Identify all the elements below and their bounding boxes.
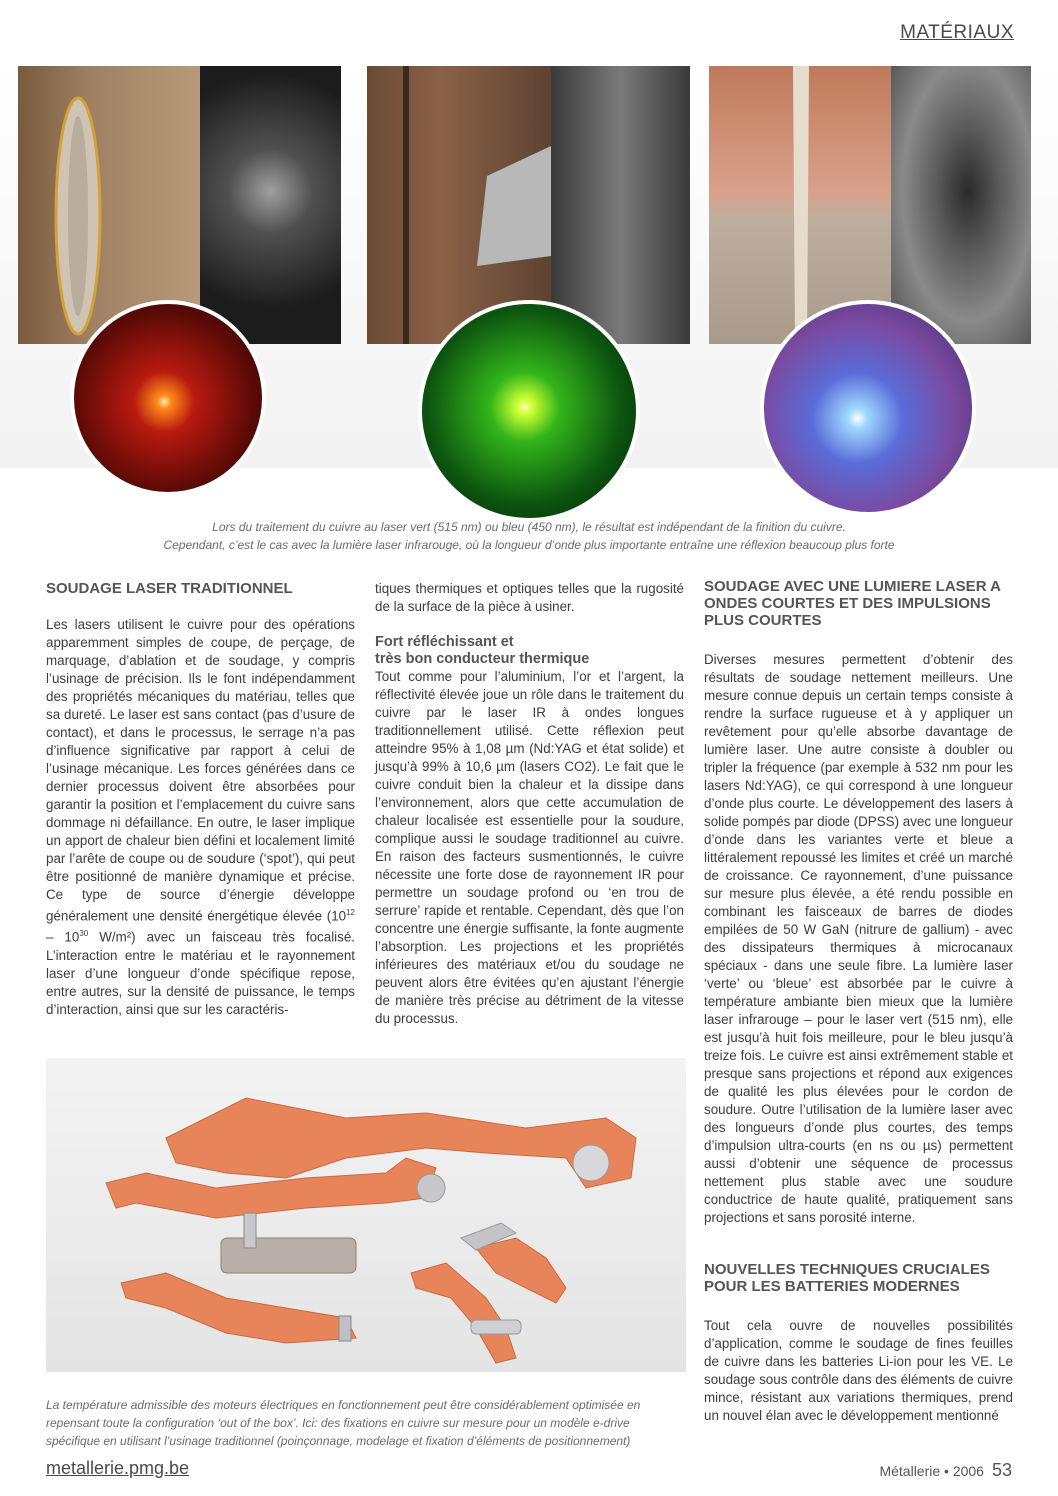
heading-ondes-line1: SOUDAGE AVEC UNE LUMIERE LASER A — [704, 578, 1001, 595]
paragraph-traditionnel — [46, 616, 355, 1019]
paragraph-reflechissant: Tout comme pour l’aluminium, l’or et l’argent, la réflectivité élevée joue un rôle dans le traitement du cuivre par le laser IR à ondes longues traditionnellement utilisé. Cette réflexion peut atteindre 95% à 1,08 µm (Nd:YAG et état solide) et jusqu’à 99% à 10,6 µm (lasers CO2). Le fait que le cuivre conduit bien la chaleur et la dissipe dans l’environnement, alors que cette accumulation de chaleur localisée est essentielle pour la soudure, complique aussi le soudage traditionnel au cuivre. En raison des facteurs susmentionnés, le cuivre nécessite une forte dose de rayonnement IR pour permettre un soudage profond ou ‘en trou de serrure’ rapide et rentable. Cependant, dès que l’on concentre une énergie suffisante, la fonte augmente l’absorption. Les projections et les propriétés inférieures des matériaux et/ou du soudage ne peuvent alors être évitées qu’en ajustant l’énergie de manière très précise au détriment de la vitesse du processus. — [375, 669, 684, 1026]
heading-batteries — [704, 1261, 1013, 1295]
caption-top-line1: Lors du traitement du cuivre au laser vert (515 nm) ou bleu (450 nm), le résultat est indépendant de la finition du cuivre. — [212, 520, 846, 534]
subheading-reflechissant — [375, 634, 684, 668]
page-number: 53 — [991, 1460, 1012, 1480]
subheading-line2: très bon conducteur thermique — [375, 651, 590, 667]
paragraph-part-a: Les lasers utilisent le cuivre pour des opérations apparemment simples de coupe, de perçage, de marquage, d’ablation et de soudage, y compris l’usinage de précision. Ils le font indépendamment des propriétés mécaniques du matériau, telles que sa dureté. Le laser est sans contact (pas d’usure de contact), et dans le processus, le serrage n’a pas d’influence significative par rapport à celui de l’usinage mécanique. Les forces générées dans ce dernier processus doivent être absorbées pour garantir la position et l’emplacement du cuivre sans dommage ni défaillance. En outre, le laser implique un apport de chaleur bien défini et localement limité par l’arête de coupe ou de soudure (‘spot’), qui peut être positionné de manière dynamique et précise. Ce type de source d’énergie développe généralement une densité énergétique élevée (10 — [46, 617, 355, 924]
photo-copper-fixtures — [46, 1058, 686, 1372]
heading-batteries-line1: NOUVELLES TECHNIQUES CRUCIALES — [704, 1261, 990, 1278]
paragraph-continued: tiques thermiques et optiques telles que la rugosité de la surface de la pièce à usiner. — [375, 581, 684, 614]
heading-batteries-line2: POUR LES BATTERIES MODERNES — [704, 1278, 960, 1295]
paragraph-dash: – 10 — [46, 929, 80, 945]
exponent-12: 12 — [346, 908, 355, 917]
figure-caption-bottom: La température admissible des moteurs électriques en fonctionnement peut être considérablement optimisée en repensant toute la configuration ‘out of the box’. Ici: des fixations en cuivre sur mesure pour un modèle e-drive spécifique en utilisant l’usinage traditionnel (poinçonnage, modelage et fixation d’éléments de positionnement) — [46, 1398, 641, 1448]
top-photo-band — [0, 60, 1058, 468]
caption-top-line2: Cependant, c’est le cas avec la lumière laser infrarouge, où la longueur d’onde plus importante entraîne une réflexion beaucoup plus forte — [163, 538, 895, 552]
photo-copper-green-micro — [551, 66, 690, 344]
photo-copper-ir-micro — [200, 66, 341, 344]
paragraph-part-b: W/m²) avec un faisceau très focalisé. L’interaction entre le matériau et le rayonnement laser d’une longueur d’onde spécifique repose, entre autres, sur la densité de puissance, le temps d’interaction, ainsi que sur les caractéris- — [46, 929, 356, 1017]
heading-ondes-line2: ONDES COURTES ET DES IMPULSIONS — [704, 595, 991, 612]
section-tag: MATÉRIAUX — [900, 22, 1014, 43]
heading-ondes-courtes — [704, 578, 1013, 629]
photo-blue-laser-circle — [760, 300, 976, 516]
heading-ondes-line3: PLUS COURTES — [704, 612, 822, 629]
column-1 — [46, 580, 355, 1019]
copper-parts-illustration — [46, 1058, 686, 1372]
subheading-line1: Fort réfléchissant et — [375, 634, 514, 650]
photo-copper-blue-micro — [891, 66, 1031, 344]
column-2 — [375, 580, 684, 1028]
footer-issue: Métallerie • 2006 — [879, 1463, 984, 1479]
paragraph-batteries: Tout cela ouvre de nouvelles possibilités d’application, comme le soudage de fines feuilles de cuivre dans les batteries Li-ion pour les VE. Le soudage sous contrôle dans des éléments de cuivre mince, résistant aux variations thermiques, prend un nouvel élan avec le développement mentionné — [704, 1318, 1013, 1423]
photo-green-laser-circle — [418, 300, 640, 522]
column-3 — [704, 578, 1013, 1425]
exponent-30: 30 — [79, 929, 89, 939]
figure-caption-top — [60, 518, 998, 554]
footer-page-info — [879, 1460, 1012, 1481]
footer-website-link[interactable]: metallerie.pmg.be — [46, 1458, 190, 1478]
photo-ir-laser-circle — [70, 300, 266, 496]
paragraph-ondes-courtes: Diverses mesures permettent d’obtenir des résultats de soudage nettement meilleurs. Une mesure connue depuis un certain temps consiste à rendre la surface rugueuse et à y appliquer un revêtement pour qu’elle absorbe davantage de lumière laser. Une autre consiste à doubler ou tripler la fréquence (par exemple à 532 nm pour les lasers Nd:YAG), ce qui correspond à une longueur d’onde plus courte. Le développement des lasers à solide pompés par diode (DPSS) avec une longueur d’onde dans les variantes verte et bleue a littéralement repoussé les limites et créé un marché de croissance. Ce rayonnement, d’une puissance sur mesure plus élevée, a été rendu possible en combinant les faisceaux de barres de diodes empilées de 50 W GaN (nitrure de gallium) - avec des dissipateurs thermiques à microcanaux spéciaux - dans une seule fibre. La lumière laser ‘verte’ ou ‘bleue’ est absorbée par le cuivre à température ambiante bien mieux que la lumière laser infrarouge – pour le laser vert (515 nm), elle est jusqu’à huit fois meilleure, pour le bleu jusqu’à treize fois. Le cuivre est ainsi extrêmement stable et presque sans projections et répond aux exigences de qualité les plus élevées pour le cordon de soudure. Outre l’utilisation de la lumière laser avec des longueurs d’onde plus courtes, des temps d’impulsion ultra-courts (en ns ou µs) permettent aussi d’obtenir une séquence de processus nettement plus stable avec une soudure conductrice de haute qualité, pratiquement sans projections et sans porosité interne. — [704, 652, 1013, 1225]
heading-soudage-traditionnel: SOUDAGE LASER TRADITIONNEL — [46, 580, 293, 597]
